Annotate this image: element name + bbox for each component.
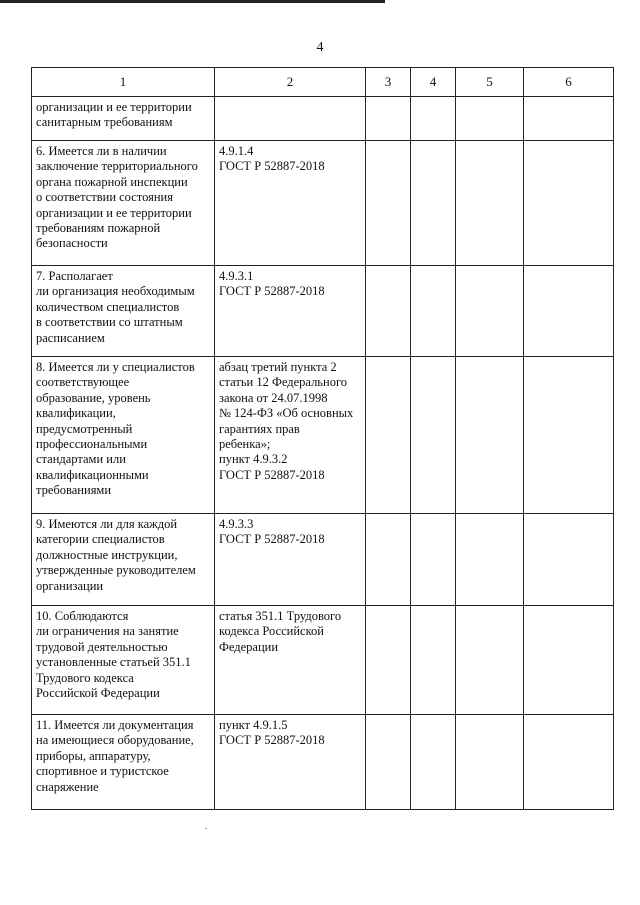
scan-speck — [205, 828, 207, 829]
empty-cell — [456, 715, 524, 810]
reference-cell: абзац третий пункта 2 статьи 12 Федерального закона от 24.07.1998 № 124-ФЗ «Об основных гарантиях прав ребенка»; пункт 4.9.3.2 ГОСТ Р 52887-2018 — [215, 357, 366, 514]
table-row — [32, 357, 614, 514]
empty-cell — [411, 514, 456, 606]
empty-cell — [456, 357, 524, 514]
empty-cell — [366, 357, 411, 514]
checklist-table — [31, 67, 614, 810]
empty-cell — [411, 97, 456, 141]
reference-cell: статья 351.1 Трудового кодекса Российской Федерации — [215, 606, 366, 715]
column-header-3: 3 — [366, 68, 411, 97]
question-cell: 8. Имеется ли у специалистов соответствующее образование, уровень квалификации, предусмотренный профессиональными стандартами или квалификационными требованиями — [32, 357, 215, 514]
empty-cell — [524, 514, 614, 606]
page-number: 4 — [316, 40, 324, 55]
empty-cell — [524, 266, 614, 357]
question-cell: организации и ее территории санитарным требованиям — [32, 97, 215, 141]
empty-cell — [456, 514, 524, 606]
empty-cell — [456, 606, 524, 715]
question-cell: 7. Располагает ли организация необходимым количеством специалистов в соответствии со штатным расписанием — [32, 266, 215, 357]
table-header-row — [32, 68, 614, 97]
column-header-6: 6 — [524, 68, 614, 97]
empty-cell — [411, 715, 456, 810]
empty-cell — [411, 266, 456, 357]
reference-cell: 4.9.1.4 ГОСТ Р 52887-2018 — [215, 141, 366, 266]
empty-cell — [411, 357, 456, 514]
empty-cell — [456, 141, 524, 266]
empty-cell — [524, 357, 614, 514]
question-cell: 10. Соблюдаются ли ограничения на занятие трудовой деятельностью установленные статьей 351.1 Трудового кодекса Российской Федерации — [32, 606, 215, 715]
table-row — [32, 514, 614, 606]
empty-cell — [456, 97, 524, 141]
question-cell: 11. Имеется ли документация на имеющиеся оборудование, приборы, аппаратуру, спортивное и туристское снаряжение — [32, 715, 215, 810]
table-row — [32, 715, 614, 810]
table-row — [32, 97, 614, 141]
question-cell: 9. Имеются ли для каждой категории специалистов должностные инструкции, утвержденные руководителем организации — [32, 514, 215, 606]
empty-cell — [366, 514, 411, 606]
column-header-4: 4 — [411, 68, 456, 97]
table-row — [32, 141, 614, 266]
empty-cell — [366, 715, 411, 810]
empty-cell — [366, 266, 411, 357]
empty-cell — [366, 141, 411, 266]
column-header-2: 2 — [215, 68, 366, 97]
empty-cell — [524, 715, 614, 810]
empty-cell — [524, 97, 614, 141]
empty-cell — [524, 141, 614, 266]
reference-cell: 4.9.3.1 ГОСТ Р 52887-2018 — [215, 266, 366, 357]
empty-cell — [366, 606, 411, 715]
reference-cell: пункт 4.9.1.5 ГОСТ Р 52887-2018 — [215, 715, 366, 810]
empty-cell — [411, 141, 456, 266]
table-row — [32, 606, 614, 715]
table-row — [32, 266, 614, 357]
reference-cell — [215, 97, 366, 141]
empty-cell — [366, 97, 411, 141]
column-header-1: 1 — [32, 68, 215, 97]
column-header-5: 5 — [456, 68, 524, 97]
top-rule — [0, 0, 385, 3]
empty-cell — [411, 606, 456, 715]
question-cell: 6. Имеется ли в наличии заключение территориального органа пожарной инспекции о соответствии состояния организации и ее территории требованиям пожарной безопасности — [32, 141, 215, 266]
reference-cell: 4.9.3.3 ГОСТ Р 52887-2018 — [215, 514, 366, 606]
empty-cell — [456, 266, 524, 357]
empty-cell — [524, 606, 614, 715]
